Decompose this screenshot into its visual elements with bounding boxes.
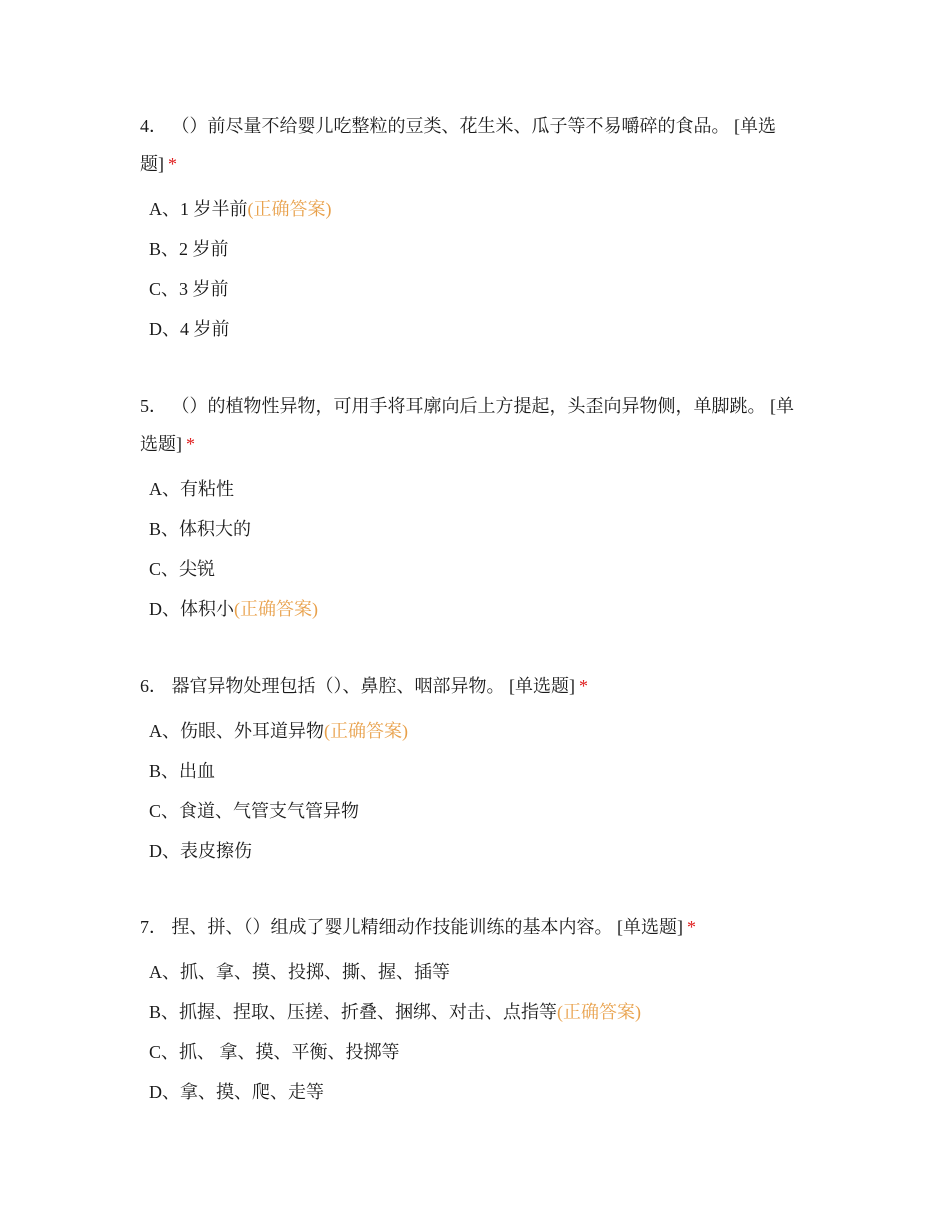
option-b[interactable] — [140, 992, 805, 1032]
option-label: D、体积小 — [149, 599, 234, 619]
option-d[interactable] — [140, 1072, 805, 1112]
options-list — [140, 952, 805, 1112]
question-text: 6． 器官异物处理包括（）、鼻腔、咽部异物。 [单选题] * — [140, 676, 588, 696]
required-mark: * — [168, 154, 177, 174]
question-stem: （）前尽量不给婴儿吃整粒的豆类、花生米、瓜子等不易嚼碎的食品。 — [171, 116, 730, 136]
option-label: C、尖锐 — [149, 559, 216, 579]
option-d[interactable] — [140, 589, 805, 629]
question-type: [单选题] — [140, 396, 794, 454]
option-a[interactable] — [140, 469, 805, 509]
options-list — [140, 469, 805, 629]
option-label: A、抓、拿、摸、投掷、撕、握、插等 — [149, 962, 450, 982]
option-label: B、出血 — [149, 761, 216, 781]
question-number: 5 — [140, 396, 149, 416]
question-text: 5． （）的植物性异物，可用手将耳廓向后上方提起，头歪向异物侧，单脚跳。 [单选题] * — [140, 396, 794, 454]
option-label: A、有粘性 — [149, 479, 234, 499]
option-label: B、体积大的 — [149, 519, 252, 539]
question-6 — [140, 667, 805, 871]
correct-answer-tag: (正确答案) — [234, 599, 318, 619]
question-7 — [140, 908, 805, 1112]
option-c[interactable] — [140, 549, 805, 589]
question-type: [单选题] — [509, 676, 575, 696]
required-mark: * — [186, 434, 195, 454]
question-number: 4 — [140, 116, 149, 136]
required-mark: * — [579, 676, 588, 696]
option-label: D、4 岁前 — [149, 319, 230, 339]
question-stem: （）的植物性异物，可用手将耳廓向后上方提起，头歪向异物侧，单脚跳。 — [171, 396, 766, 416]
option-label: B、2 岁前 — [149, 239, 229, 259]
option-b[interactable] — [140, 509, 805, 549]
option-d[interactable] — [140, 309, 805, 349]
required-mark: * — [687, 917, 696, 937]
options-list — [140, 711, 805, 871]
option-label: A、伤眼、外耳道异物 — [149, 721, 324, 741]
option-a[interactable] — [140, 952, 805, 992]
option-c[interactable] — [140, 1032, 805, 1072]
option-label: A、1 岁半前 — [149, 199, 248, 219]
question-text: 4． （）前尽量不给婴儿吃整粒的豆类、花生米、瓜子等不易嚼碎的食品。 [单选题] * — [140, 116, 776, 174]
option-c[interactable] — [140, 791, 805, 831]
option-label: B、抓握、捏取、压搓、折叠、捆绑、对击、点指等 — [149, 1002, 558, 1022]
question-text: 7． 捏、拼、（）组成了婴儿精细动作技能训练的基本内容。 [单选题] * — [140, 917, 696, 937]
question-5 — [140, 387, 805, 629]
question-type: [单选题] — [140, 116, 776, 174]
option-a[interactable] — [140, 189, 805, 229]
question-4 — [140, 107, 805, 349]
option-label: D、拿、摸、爬、走等 — [149, 1082, 324, 1102]
options-list — [140, 189, 805, 349]
option-b[interactable] — [140, 751, 805, 791]
question-stem: 器官异物处理包括（）、鼻腔、咽部异物。 — [171, 676, 505, 696]
option-label: D、表皮擦伤 — [149, 841, 252, 861]
question-type: [单选题] — [617, 917, 683, 937]
option-label: C、食道、气管支气管异物 — [149, 801, 360, 821]
correct-answer-tag: (正确答案) — [324, 721, 408, 741]
correct-answer-tag: (正确答案) — [557, 1002, 642, 1022]
option-a[interactable] — [140, 711, 805, 751]
correct-answer-tag: (正确答案) — [247, 199, 332, 219]
option-label: C、抓、 拿、摸、平衡、投掷等 — [149, 1042, 400, 1062]
option-c[interactable] — [140, 269, 805, 309]
question-number: 6 — [140, 676, 149, 696]
option-d[interactable] — [140, 831, 805, 871]
question-stem: 捏、拼、（）组成了婴儿精细动作技能训练的基本内容。 — [171, 917, 613, 937]
option-b[interactable] — [140, 229, 805, 269]
question-number: 7 — [140, 917, 149, 937]
option-label: C、3 岁前 — [149, 279, 229, 299]
